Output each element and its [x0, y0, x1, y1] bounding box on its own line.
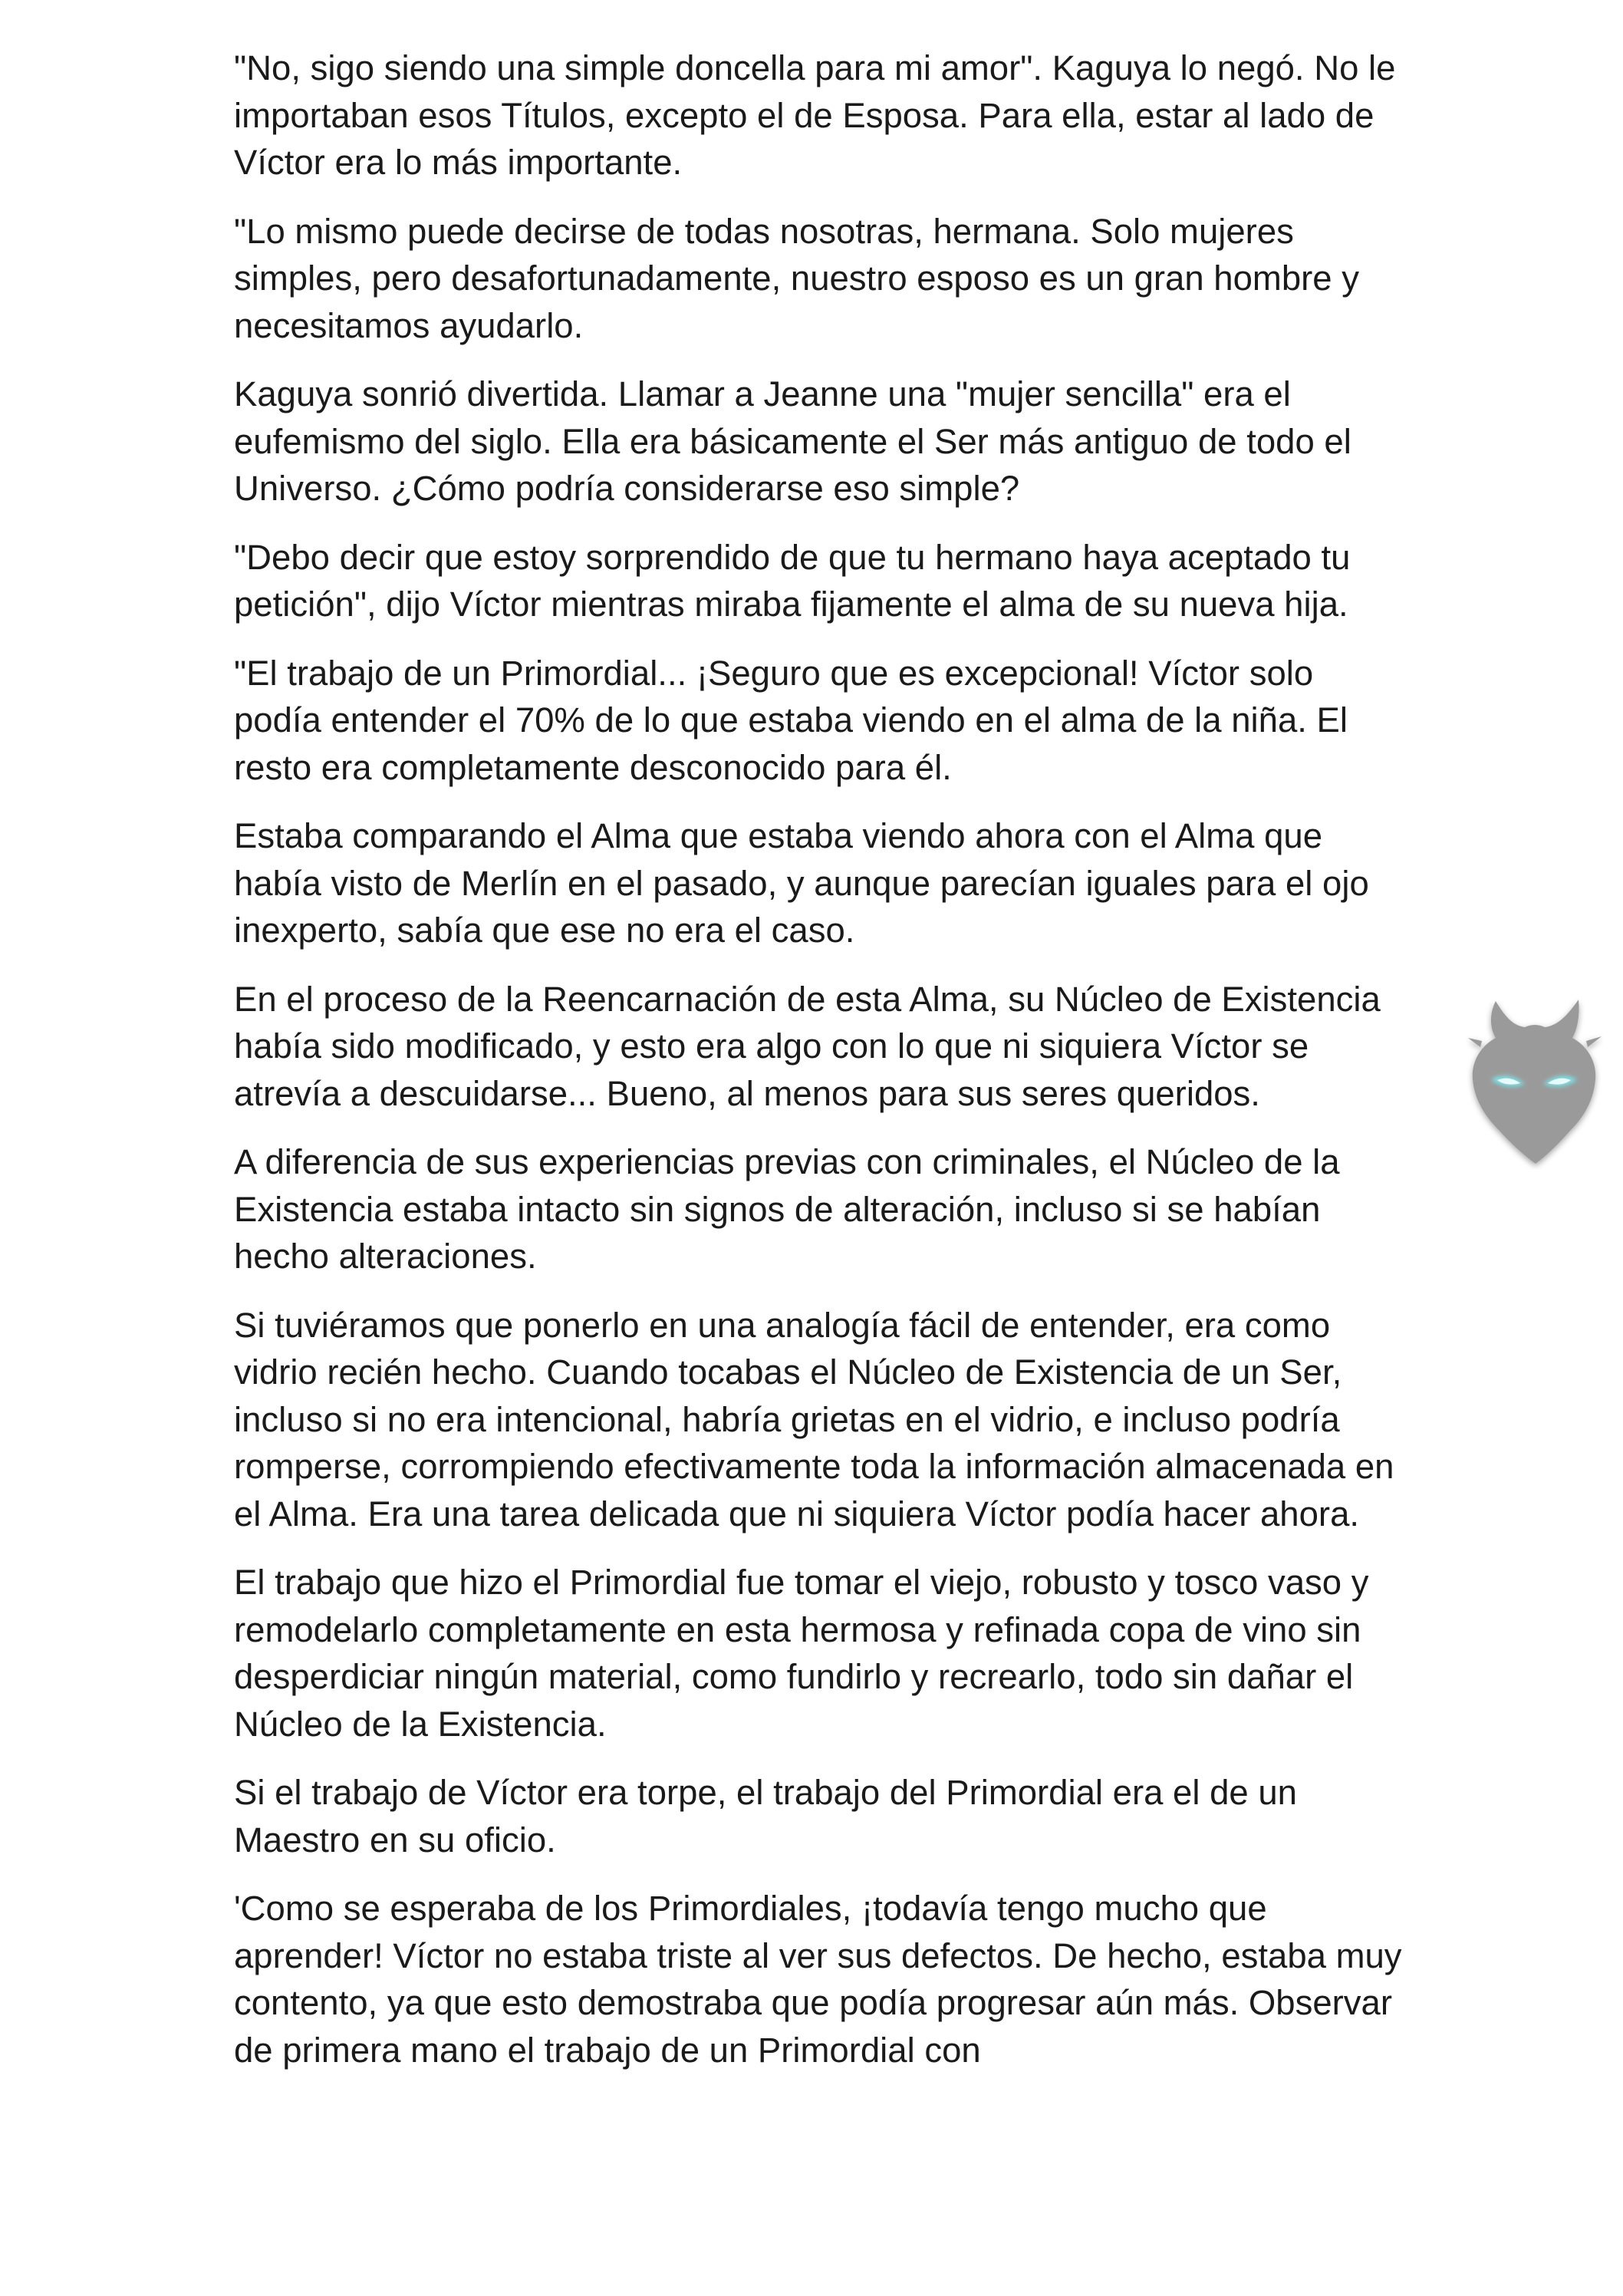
paragraph-11: Si el trabajo de Víctor era torpe, el trabajo del Primordial era el de un Maestro en su oficio.	[234, 1773, 1297, 1860]
demon-silhouette	[1473, 1000, 1596, 1164]
document-body	[234, 44, 1407, 2095]
paragraph-5: "El trabajo de un Primordial... ¡Seguro que es excepcional! Víctor solo podía entender el 70% de lo que estaba viendo en el alma de la niña. El resto era completamente desconocido para él.	[234, 653, 1348, 787]
paragraph-2: "Lo mismo puede decirse de todas nosotras, hermana. Solo mujeres simples, pero desafortunadamente, nuestro esposo es un gran hombre y necesitamos ayudarlo.	[234, 211, 1359, 345]
paragraph-6: Estaba comparando el Alma que estaba viendo ahora con el Alma que había visto de Merlín en el pasado, y aunque parecían iguales para el ojo inexperto, sabía que ese no era el caso.	[234, 816, 1369, 950]
paragraph-3: Kaguya sonrió divertida. Llamar a Jeanne una "mujer sencilla" era el eufemismo del siglo. Ella era básicamente el Ser más antiguo de todo el Universo. ¿Cómo podría considerarse eso simple?	[234, 374, 1351, 508]
demon-head-icon	[1465, 993, 1603, 1170]
paragraph-12: 'Como se esperaba de los Primordiales, ¡todavía tengo mucho que aprender! Víctor no estaba triste al ver sus defectos. De hecho, estaba muy contento, ya que esto demostraba que podía progresar aún más. Observar de primera mano el trabajo de un Primordial con	[234, 1889, 1402, 2070]
paragraph-8: A diferencia de sus experiencias previas con criminales, el Núcleo de la Existencia estaba intacto sin signos de alteración, incluso si se habían hecho alteraciones.	[234, 1142, 1340, 1276]
paragraph-9: Si tuviéramos que ponerlo en una analogía fácil de entender, era como vidrio recién hecho. Cuando tocabas el Núcleo de Existencia de un Ser, incluso si no era intencional, habría grietas en el vidrio, e incluso podría romperse, corrompiendo efectivamente toda la información almacenada en el Alma. Era una tarea delicada que ni siquiera Víctor podía hacer ahora.	[234, 1305, 1394, 1533]
paragraph-4: "Debo decir que estoy sorprendido de que tu hermano haya aceptado tu petición", dijo Víctor mientras miraba fijamente el alma de su nueva hija.	[234, 537, 1351, 624]
paragraph-1: "No, sigo siendo una simple doncella para mi amor". Kaguya lo negó. No le importaban esos Títulos, excepto el de Esposa. Para ella, estar al lado de Víctor era lo más importante.	[234, 48, 1396, 182]
paragraph-7: En el proceso de la Reencarnación de esta Alma, su Núcleo de Existencia había sido modificado, y esto era algo con lo que ni siquiera Víctor se atrevía a descuidarse... Bueno, al menos para sus seres queridos.	[234, 979, 1381, 1113]
paragraph-10: El trabajo que hizo el Primordial fue tomar el viejo, robusto y tosco vaso y remodelarlo completamente en esta hermosa y refinada copa de vino sin desperdiciar ningún material, como fundirlo y recrearlo, todo sin dañar el Núcleo de la Existencia.	[234, 1563, 1369, 1744]
